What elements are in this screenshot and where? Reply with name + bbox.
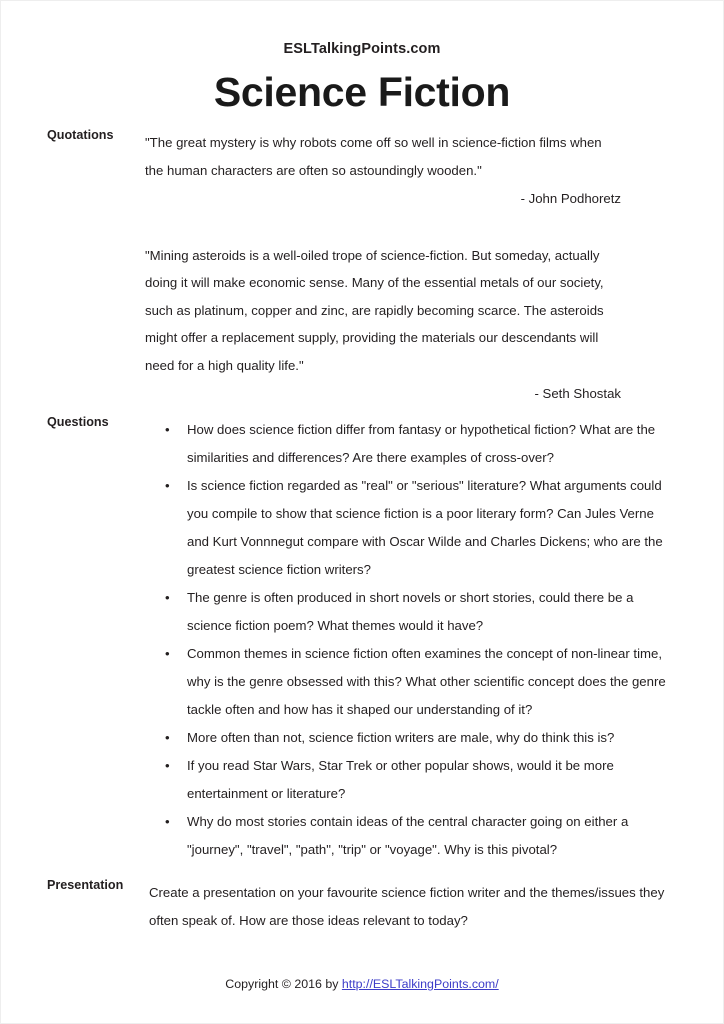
bullet-icon: • [165, 646, 170, 661]
bullet-icon: • [165, 758, 170, 773]
quotation-item [145, 129, 621, 213]
list-item [145, 752, 677, 808]
question-text: If you read Star Wars, Star Trek or other popular shows, would it be more entertainment or literature? [187, 758, 614, 801]
question-text: More often than not, science fiction writers are male, why do think this is? [187, 730, 615, 745]
list-item [145, 640, 677, 724]
list-item [145, 416, 677, 472]
presentation-label: Presentation [47, 878, 124, 892]
question-text: The genre is often produced in short novels or short stories, could there be a science fiction poem? What themes would it have? [187, 590, 634, 633]
presentation-section [47, 879, 677, 935]
site-name: ESLTalkingPoints.com [283, 41, 441, 57]
question-text: Why do most stories contain ideas of the central character going on either a "journey", "travel", "path", "trip" or "voyage". Why is this pivotal? [187, 814, 629, 857]
site-link[interactable]: http://ESLTalkingPoints.com/ [341, 977, 499, 991]
questions-section [47, 416, 677, 864]
list-item [145, 472, 677, 584]
bullet-icon: • [165, 730, 170, 745]
quotation-text: "The great mystery is why robots come off so well in science-fiction films when the human characters are often so astoundingly wooden." [145, 135, 602, 178]
quotation-attribution: - Seth Shostak [534, 386, 621, 401]
footer [1, 977, 723, 991]
questions-label: Questions [47, 415, 109, 429]
quotations-body [145, 129, 677, 408]
bullet-icon: • [165, 814, 170, 829]
bullet-icon: • [165, 422, 170, 437]
page-header [1, 1, 723, 114]
copyright-text: Copyright © 2016 by [225, 977, 342, 991]
questions-body [145, 416, 677, 864]
list-item [145, 584, 677, 640]
list-item [145, 808, 677, 864]
question-text: How does science fiction differ from fantasy or hypothetical fiction? What are the similarities and differences? Are there examples of cross-over? [187, 422, 656, 465]
quotations-label: Quotations [47, 128, 114, 142]
questions-list [145, 416, 677, 864]
quotation-item [145, 213, 621, 408]
question-text: Is science fiction regarded as "real" or "serious" literature? What arguments could you compile to show that science fiction is a poor literary form? Can Jules Verne and Kurt Vonnnegut compare with Oscar Wilde and Charles Dickens; who are the greatest science fiction writers? [187, 478, 663, 577]
presentation-text: Create a presentation on your favourite science fiction writer and the themes/issues they often speak of. How are those ideas relevant to today? [149, 885, 665, 928]
quotations-section [47, 129, 677, 408]
presentation-body [149, 879, 677, 935]
page-title: Science Fiction [213, 69, 511, 115]
question-text: Common themes in science fiction often examines the concept of non-linear time, why is the genre obsessed with this? What other scientific concept does the genre tackle often and how has it shaped our understanding of it? [187, 646, 666, 717]
list-item [145, 724, 677, 752]
bullet-icon: • [165, 478, 170, 493]
quotation-attribution: - John Podhoretz [520, 191, 621, 206]
quotation-text: "Mining asteroids is a well-oiled trope of science-fiction. But someday, actually doing it will make economic sense. Many of the essential metals of our society, such as platinum, copper and zinc, are rapidly becoming scarce. The asteroids might offer a replacement supply, providing the materials our descendants will need for a high quality life." [145, 247, 604, 373]
bullet-icon: • [165, 590, 170, 605]
